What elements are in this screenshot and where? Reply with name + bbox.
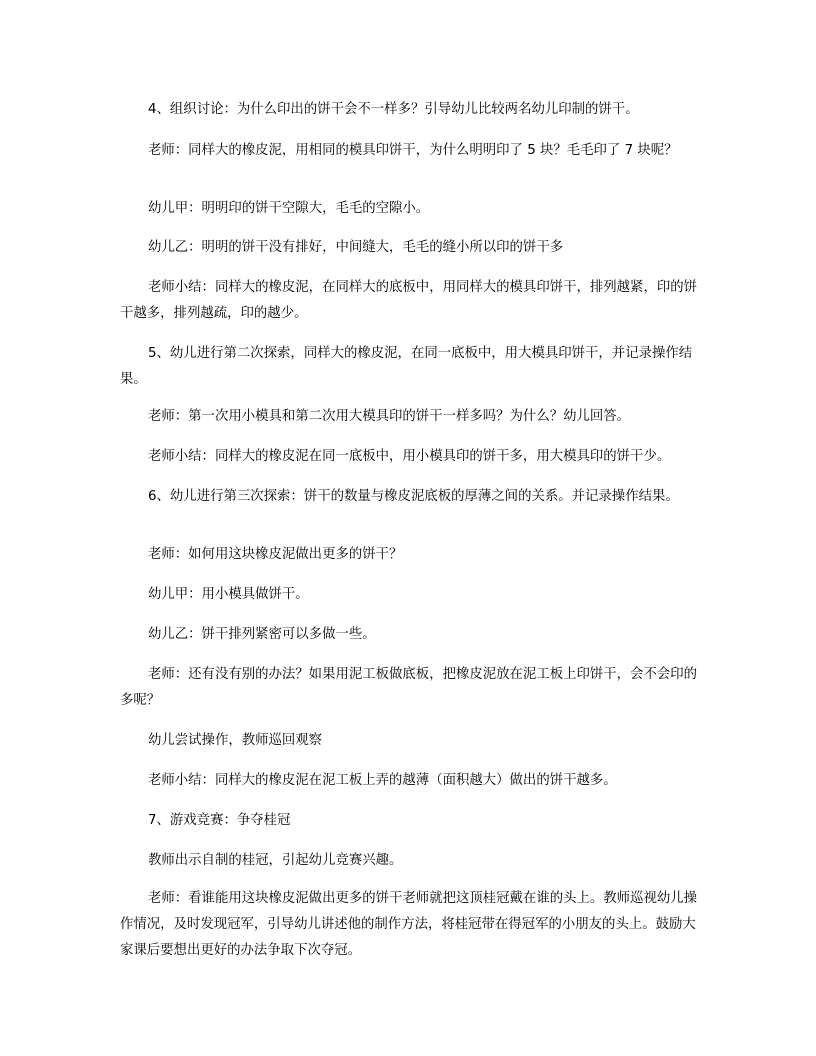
paragraph-child-a-2: 幼儿甲：用小模具做饼干。 bbox=[148, 587, 309, 602]
paragraph-teacher-question-3: 老师：如何用这块橡皮泥做出更多的饼干？ bbox=[148, 547, 403, 562]
paragraph-child-a: 幼儿甲：明明印的饼干空隙大，毛毛的空隙小。 bbox=[148, 201, 430, 216]
paragraph-teacher-question-4: 老师：还有没有别的办法？如果用泥工板做底板，把橡皮泥放在泥工板上印饼干，会不会印的多呢？ bbox=[120, 667, 698, 708]
paragraph-teacher-question-2: 老师：第一次用小模具和第二次用大模具印的饼干一样多吗？为什么？幼儿回答。 bbox=[148, 409, 631, 424]
paragraph-teacher-summary-3: 老师小结：同样大的橡皮泥在泥工板上弄的越薄（面积越大）做出的饼干越多。 bbox=[148, 773, 617, 788]
paragraph-teacher-summary-1: 老师小结：同样大的橡皮泥，在同样大的底板中，用同样大的模具印饼干，排列越紧，印的饼干越多，排列越疏，印的越少。 bbox=[120, 280, 698, 321]
paragraph-teacher-question: 老师：同样大的橡皮泥，用相同的模具印饼干，为什么明明印了 5 块？毛毛印了 7 块呢？ bbox=[148, 143, 678, 158]
paragraph-teacher-final: 老师：看谁能用这块橡皮泥做出更多的饼干老师就把这顶桂冠戴在谁的头上。教师巡视幼儿操作情况，及时发现冠军，引导幼儿讲述他的制作方法，将桂冠带在得冠军的小朋友的头上。鼓励大家课后要想出更好的办法争取下次夺冠。 bbox=[120, 891, 698, 958]
paragraph-teacher-summary-2: 老师小结：同样大的橡皮泥在同一底板中，用小模具印的饼干多，用大模具印的饼干少。 bbox=[148, 449, 671, 464]
paragraph-step-6: 6、幼儿进行第三次探索：饼干的数量与橡皮泥底板的厚薄之间的关系。并记录操作结果。 bbox=[148, 489, 679, 504]
paragraph-child-b: 幼儿乙：明明的饼干没有排好，中间缝大，毛毛的缝小所以印的饼干多 bbox=[148, 240, 564, 255]
paragraph-crown-intro: 教师出示自制的桂冠，引起幼儿竞赛兴趣。 bbox=[148, 853, 403, 868]
paragraph-step-5: 5、幼儿进行第二次探索，同样大的橡皮泥，在同一底板中，用大模具印饼干，并记录操作结果。 bbox=[120, 346, 693, 387]
paragraph-step-7: 7、游戏竞赛：争夺桂冠 bbox=[148, 813, 291, 828]
paragraph-children-try: 幼儿尝试操作，教师巡回观察 bbox=[148, 733, 323, 748]
paragraph-child-b-2: 幼儿乙：饼干排列紧密可以多做一些。 bbox=[148, 627, 376, 642]
paragraph-step-4: 4、组织讨论：为什么印出的饼干会不一样多？引导幼儿比较两名幼儿印制的饼干。 bbox=[148, 102, 639, 117]
